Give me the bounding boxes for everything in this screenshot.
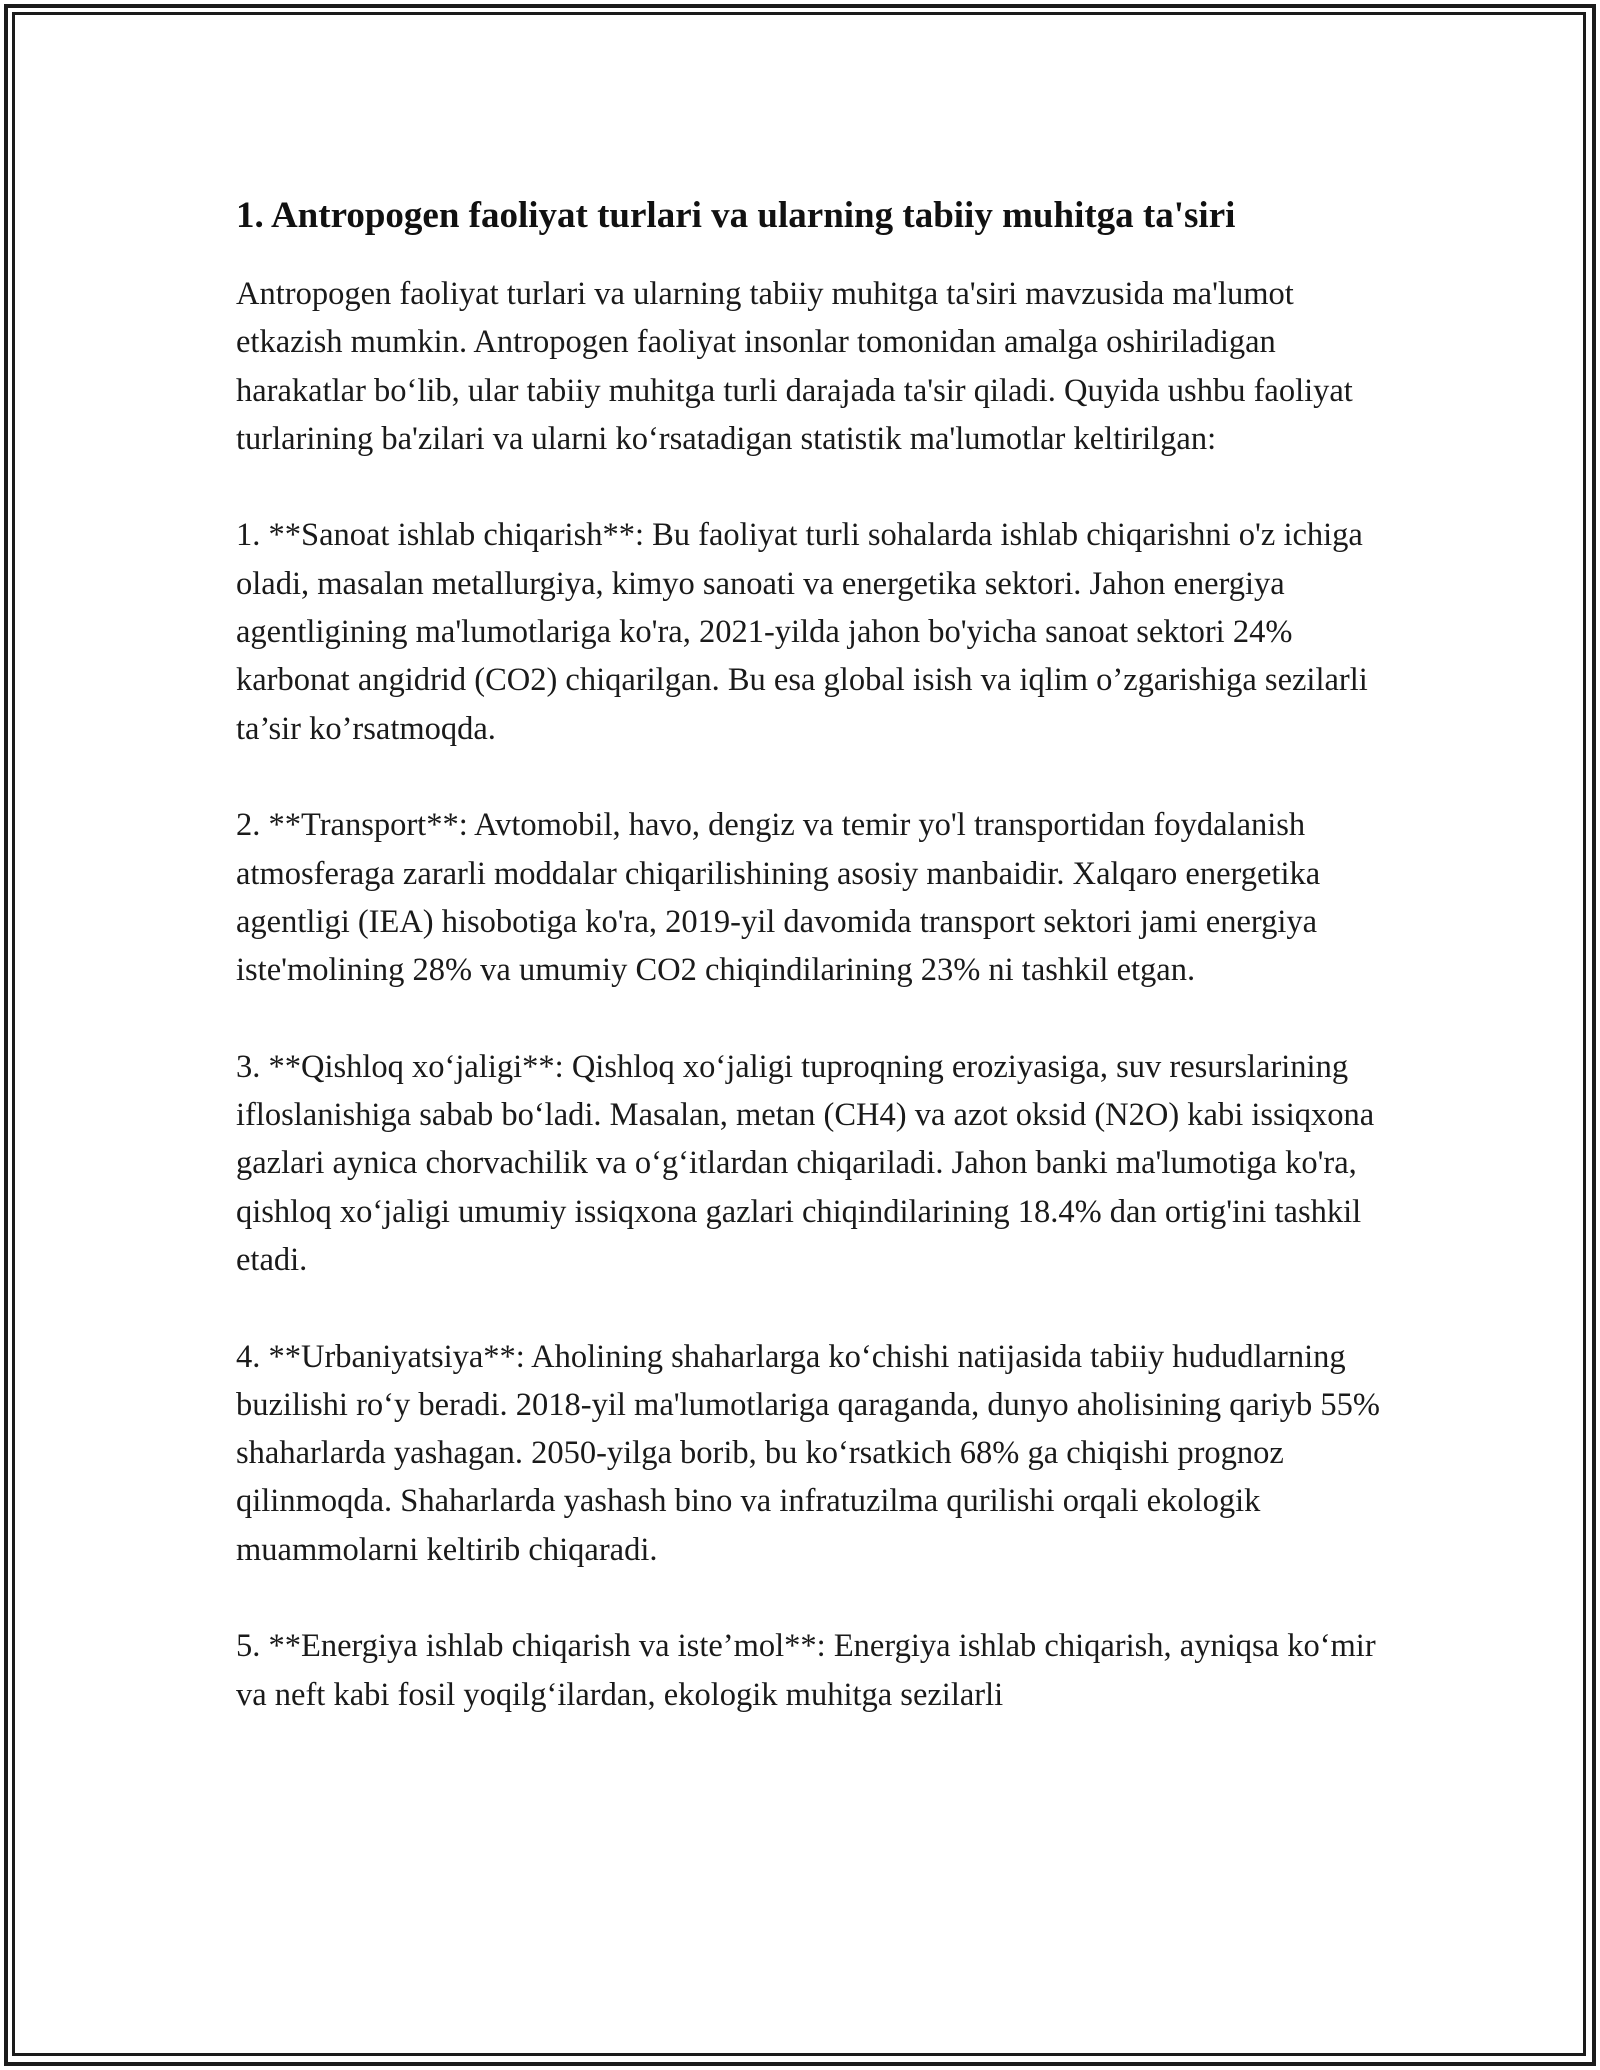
item-agriculture-paragraph: 3. **Qishloq xo‘jaligi**: Qishloq xo‘jaligi tuproqning eroziyasiga, suv resurslarining ifloslanishiga sabab bo‘ladi. Masalan, metan (CH4) va azot oksid (N2O) kabi issiqxona gazlari aynica chorvachilik va o‘g‘itlardan chiqariladi. Jahon banki ma'lumotiga ko'ra, qishloq xo‘jaligi umumiy issiqxona gazlari chiqindilarining 18.4% dan ortig'ini tashkil etadi. — [236, 1048, 1375, 1278]
document-body — [236, 188, 1386, 1767]
item-industry-paragraph: 1. **Sanoat ishlab chiqarish**: Bu faoliyat turli sohalarda ishlab chiqarishni o'z ichiga oladi, masalan metallurgiya, kimyo sanoati va energetika sektori. Jahon energiya agentligining ma'lumotlariga ko'ra, 2021-yilda jahon bo'yicha sanoat sektori 24% karbonat angidrid (CO2) chiqarilgan. Bu esa global isish va iqlim o’zgarishiga sezilarli ta’sir ko’rsatmoqda. — [236, 517, 1368, 747]
item-urbanization-paragraph: 4. **Urbaniyatsiya**: Aholining shaharlarga ko‘chishi natijasida tabiiy hududlarning buzilishi ro‘y beradi. 2018-yil ma'lumotlariga qaraganda, dunyo aholisining qariyb 55% shaharlarda yashagan. 2050-yilga borib, bu ko‘rsatkich 68% ga chiqishi prognoz qilinmoqda. Shaharlarda yashash bino va infratuzilma qurilishi orqali ekologik muammolarni keltirib chiqaradi. — [236, 1338, 1380, 1568]
item-energy-paragraph: 5. **Energiya ishlab chiqarish va iste’mol**: Energiya ishlab chiqarish, ayniqsa ko‘mir va neft kabi fosil yoqilg‘ilardan, ekologik muhitga sezilarli — [236, 1628, 1376, 1713]
section-heading: 1. Antropogen faoliyat turlari va ularning tabiiy muhitga ta'siri — [236, 195, 1236, 236]
intro-paragraph: Antropogen faoliyat turlari va ularning tabiiy muhitga ta'siri mavzusida ma'lumot etkazish mumkin. Antropogen faoliyat insonlar tomonidan amalga oshiriladigan harakatlar bo‘lib, ular tabiiy muhitga turli darajada ta'sir qiladi. Quyida ushbu faoliyat turlarining ba'zilari va ularni ko‘rsatadigan statistik ma'lumotlar keltirilgan: — [236, 276, 1353, 457]
item-transport-paragraph: 2. **Transport**: Avtomobil, havo, dengiz va temir yo'l transportidan foydalanish atmosferaga zararli moddalar chiqarilishining asosiy manbaidir. Xalqaro energetika agentligi (IEA) hisobotiga ko'ra, 2019-yil davomida transport sektori jami energiya iste'molining 28% va umumiy CO2 chiqindilarining 23% ni tashkil etgan. — [236, 807, 1321, 989]
